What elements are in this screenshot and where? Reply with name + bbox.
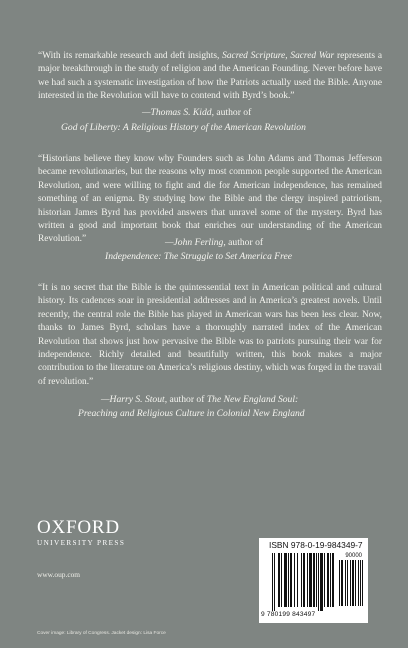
barcode-digits: 9 780199 843497	[261, 611, 316, 618]
publisher-logo	[37, 518, 125, 548]
endorsement-2-author: —John Ferling	[165, 237, 224, 248]
price-barcode	[339, 560, 363, 610]
endorsement-3-author: —Harry S. Stout	[101, 394, 165, 405]
cover-credit: Cover image: Library of Congress. Jacket design: Lisa Force	[37, 631, 166, 636]
endorsement-2-author-line	[165, 236, 263, 249]
endorsement-2-work-line	[105, 250, 292, 263]
endorsement-1-work: God of Liberty: A Religious History of the American Revolution	[61, 122, 306, 133]
price-code: 90000	[345, 553, 362, 559]
quote-3-text: “It is no secret that the Bible is the quintessential text in American political and cultural history. Its cadences soar in presidential addresses and in America’s greatest novels. Until recently, the central role the Bible has played in American wars has been less clear. Now, thanks to James Byrd, scholars have a thoroughly narrated index of the American Revolution that shows just how pervasive the Bible was to patriots pursuing their war for independence. Richly detailed and beautifully written, this book makes a major contribution to the literature on America’s religious destiny, which was forged in the travail of revolution.”	[38, 283, 382, 387]
isbn-barcode-box	[259, 538, 368, 623]
endorsement-3-author-line	[101, 393, 298, 406]
quote-2-text: “Historians believe they know why Founders such as John Adams and Thomas Jefferson became revolutionaries, but the reasons why most common people supported the American Revolution, and were willing to fight and die for American independence, has remained something of an enigma. By studying how the Bible and the clergy inspired patriotism, historian James Byrd has provided answers that unravel some of the mystery. Byrd has written a good and important book that enriches our understanding of the American Revolution.”	[38, 154, 382, 245]
quote-1-book-title: Sacred Scripture, Sacred War	[222, 51, 335, 61]
publisher-subname: UNIVERSITY PRESS	[37, 539, 126, 547]
quote-1-text-start: “With its remarkable research and deft insights,	[38, 51, 223, 61]
endorsement-3-work: The New England Soul:	[206, 394, 299, 405]
endorsement-3-work-line	[78, 407, 305, 420]
endorsement-3-author-role: , author of	[164, 394, 207, 405]
endorsement-quote-3	[38, 282, 382, 389]
ean-barcode	[272, 553, 336, 611]
quote-1-text-end: represents a major breakthrough in the study of religion and the American Founding. Never before have we had such a systematic investigation of how the Patriots actually used the Bible. Anyone interested in the Revolution will have to contend with Byrd’s book.”	[38, 51, 382, 102]
publisher-name: OXFORD	[37, 517, 120, 538]
endorsement-2-work: Independence: The Struggle to Set America Free	[105, 251, 293, 262]
isbn-label: ISBN 978-0-19-984349-7	[269, 540, 363, 550]
endorsement-1-author: —Thomas S. Kidd	[142, 107, 212, 118]
endorsement-3-work-continued: Preaching and Religious Culture in Colonial New England	[78, 408, 305, 419]
publisher-url: www.oup.com	[37, 570, 81, 579]
endorsement-quote-1	[38, 50, 382, 104]
endorsement-1-author-line	[142, 106, 251, 119]
endorsement-1-work-line	[61, 121, 306, 134]
endorsement-1-author-role: , author of	[211, 107, 252, 118]
endorsement-quote-2	[38, 153, 382, 247]
endorsement-2-author-role: , author of	[223, 237, 264, 248]
